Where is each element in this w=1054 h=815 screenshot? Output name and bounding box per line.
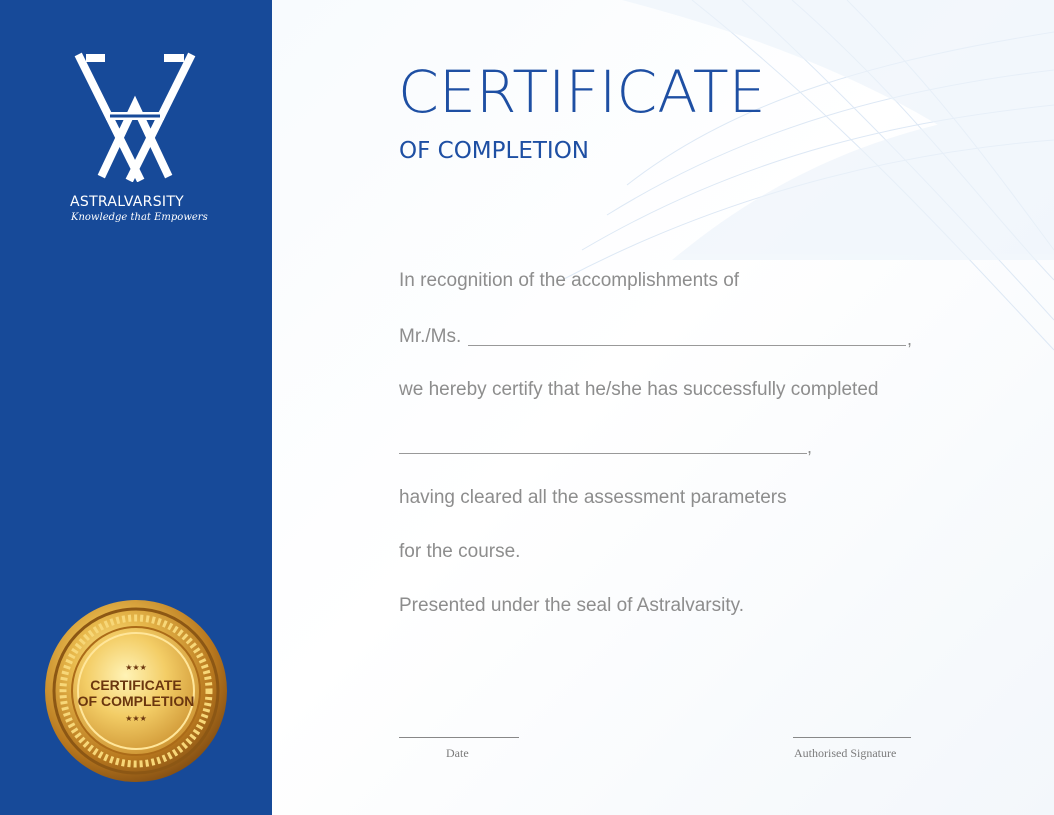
seal-title-line-1: CERTIFICATE xyxy=(90,677,182,693)
assessment-text: having cleared all the assessment parameters xyxy=(399,487,787,508)
certificate-content xyxy=(272,0,1054,815)
date-label: Date xyxy=(446,746,469,760)
name-prefix-text: Mr./Ms. xyxy=(399,326,462,347)
signature-line[interactable] xyxy=(793,737,911,738)
brand-tagline: Knowledge that Empowers xyxy=(71,212,208,223)
certificate-subtitle: OF COMPLETION xyxy=(399,138,590,164)
recognition-text: In recognition of the accomplishments of xyxy=(399,270,740,291)
signature-label: Authorised Signature xyxy=(794,746,897,760)
certificate-title: CERTIFICATE xyxy=(398,58,766,126)
course-name-line[interactable] xyxy=(399,453,807,454)
recipient-name-line[interactable] xyxy=(468,345,906,346)
presented-text: Presented under the seal of Astralvarsity. xyxy=(399,595,744,616)
seal-stars-bottom: ★★★ xyxy=(125,714,147,723)
date-line[interactable] xyxy=(399,737,519,738)
course-comma: , xyxy=(807,437,813,457)
seal-stars-top: ★★★ xyxy=(125,663,147,672)
course-text: for the course. xyxy=(399,541,521,562)
gold-certificate-seal xyxy=(43,598,229,784)
brand-sidebar xyxy=(0,0,272,815)
brand-name: ASTRALVARSITY xyxy=(70,194,185,210)
astralvarsity-monogram-logo xyxy=(70,50,200,182)
certify-text: we hereby certify that he/she has successfully completed xyxy=(399,379,879,400)
seal-title-line-2: OF COMPLETION xyxy=(77,693,195,709)
name-comma: , xyxy=(907,329,913,349)
